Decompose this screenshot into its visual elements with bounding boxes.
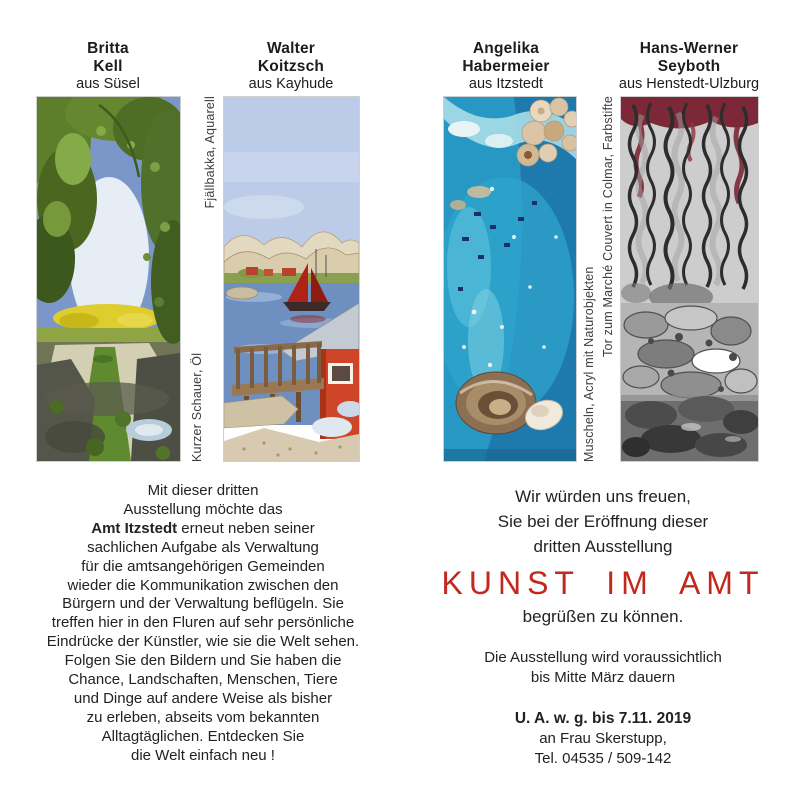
intro-line-bold (13, 520, 393, 539)
intro-line: wieder die Kommunikation zwischen den (67, 576, 339, 594)
artist-header-angelika-habermeier (411, 40, 601, 93)
intro-bold-rest: erneut neben seiner (177, 519, 315, 537)
artist-name: Walter (267, 40, 315, 57)
invitation-text (428, 484, 778, 769)
invitation-line: Sie bei der Eröffnung dieser (497, 512, 709, 531)
contact-phone: Tel. 04535 / 509-142 (534, 750, 672, 767)
duration-line: bis Mitte März dauern (530, 669, 676, 686)
painting-image (444, 97, 576, 461)
artist-name: Habermeier (462, 57, 550, 75)
exhibition-title: KUNST IM AMT (441, 565, 765, 601)
artwork-caption-muscheln: Muscheln, Acryl mit Naturobjekten (582, 266, 596, 462)
artwork-fjaellbakka (223, 96, 360, 462)
intro-bold-phrase: Amt Itzstedt (91, 519, 178, 537)
painting-image (224, 97, 359, 461)
intro-line: Chance, Landschaften, Menschen, Tiere (68, 671, 338, 689)
intro-line: Alltagtäglichen. Entdecken Sie (101, 727, 305, 745)
artist-origin: aus Henstedt-Ulzburg (618, 76, 760, 92)
artist-header-walter-koitzsch (196, 40, 386, 93)
artwork-muscheln (443, 96, 577, 462)
artist-header-britta-kell (13, 40, 203, 93)
intro-line: treffen hier in den Fluren auf sehr persönliche (51, 614, 355, 632)
artwork-kurzer-schauer (36, 96, 181, 462)
invitation-line: dritten Ausstellung (533, 537, 673, 556)
artwork-caption-tor-zum-marche: Tor zum Marché Couvert in Colmar, Farbstifte (601, 96, 615, 357)
intro-line: Mit dieser dritten (147, 482, 259, 499)
painting-image (37, 97, 180, 461)
intro-line: Ausstellung möchte das (123, 500, 283, 518)
artwork-caption-kurzer-schauer: Kurzer Schauer, Öl (190, 352, 204, 462)
artist-origin: aus Süsel (76, 76, 140, 92)
artist-name: Angelika (472, 40, 540, 57)
artist-origin: aus Kayhude (248, 76, 334, 92)
artist-name: Koitzsch (257, 57, 325, 75)
intro-line: Folgen Sie den Bildern und Sie haben die (64, 652, 342, 670)
artist-header-hans-werner-seyboth (594, 40, 784, 93)
rsvp-line: U. A. w. g. bis 7.11. 2019 (514, 710, 692, 727)
intro-line: die Welt einfach neu ! (131, 746, 275, 764)
artwork-caption-fjaellbakka: Fjällbakka, Aquarell (203, 96, 217, 209)
intro-line: sachlichen Aufgabe als Verwaltung (87, 538, 319, 556)
duration-line: Die Ausstellung wird voraussichtlich (484, 649, 722, 666)
painting-image (621, 97, 758, 461)
invitation-closing-line: begrüßen zu können. (522, 607, 684, 626)
artist-name: Seyboth (657, 57, 721, 75)
invitation-line: Wir würden uns freuen, (515, 487, 691, 506)
artist-origin: aus Itzstedt (468, 76, 544, 92)
artwork-tor-zum-marche (620, 96, 759, 462)
contact-name: an Frau Skerstupp, (539, 730, 667, 747)
rsvp-block (428, 709, 778, 769)
intro-line: Bürgern und der Verwaltung beflügeln. Sie (62, 595, 344, 613)
intro-text (13, 482, 393, 766)
intro-line: zu erleben, abseits vom bekannten (86, 708, 320, 726)
intro-line: für die amtsangehörigen Gemeinden (81, 557, 325, 575)
exhibition-duration (428, 648, 778, 688)
artist-name: Britta (87, 40, 129, 57)
intro-line: Eindrücke der Künstler, wie sie die Welt sehen. (46, 633, 360, 651)
artist-name: Kell (93, 57, 123, 75)
intro-line: und Dinge auf andere Weise als bisher (73, 689, 333, 707)
artist-name: Hans-Werner (639, 40, 739, 57)
